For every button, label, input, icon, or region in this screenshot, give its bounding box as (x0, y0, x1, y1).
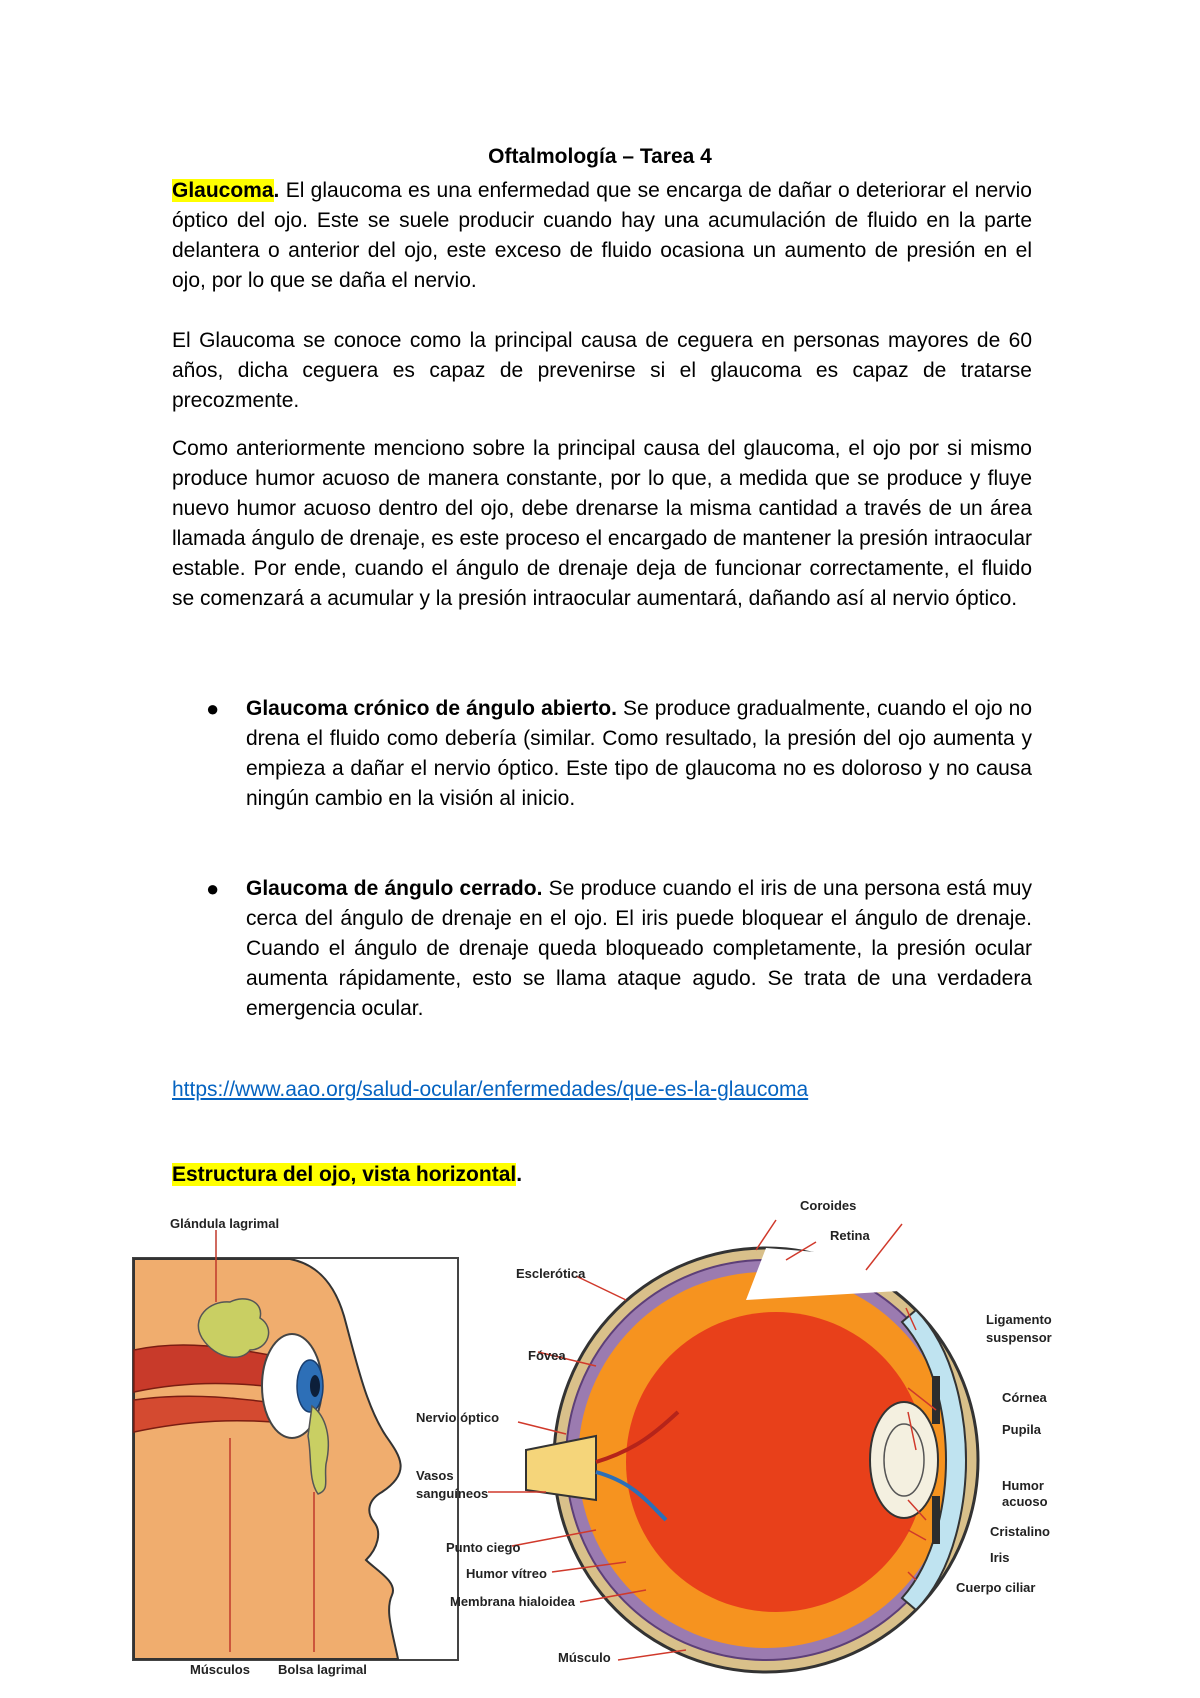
label-ciliary: Cuerpo ciliar (956, 1580, 1036, 1595)
subheading-period: . (516, 1163, 523, 1186)
label-vessels-2: sanguíneos (416, 1486, 489, 1501)
label-pupil: Pupila (1002, 1422, 1042, 1437)
bullet-marker: ● (206, 876, 220, 901)
label-cornea: Córnea (1002, 1390, 1047, 1405)
label-ligament-1: Ligamento (986, 1312, 1052, 1327)
paragraph-drainage: Como anteriormente menciono sobre la principal causa del glaucoma, el ojo por si mismo produce humor acuoso de manera constante, por lo que, a medida que se produce y fluye nuevo humor acuoso dentro del ojo, debe drenarse la misma cantidad a través de un área llamada ángulo de drenaje, es este proceso el encargado de mantener la presión intraocular estable. Por ende, cuando el ángulo de drenaje deja de funcionar correctamente, el fluido se comenzará a acumular y la presión intraocular aumentará, dañando así al nervio óptico. (172, 437, 1032, 610)
label-optic-nerve: Nervio óptico (416, 1410, 500, 1425)
label-lens: Cristalino (990, 1524, 1050, 1539)
label-choroid: Coroides (800, 1198, 857, 1213)
iris-lower-shape (932, 1496, 940, 1544)
source-link[interactable]: https://www.aao.org/salud-ocular/enfermedades/que-es-la-glaucoma (172, 1078, 809, 1101)
label-aqueous-2: acuoso (1002, 1494, 1048, 1509)
label-blind-spot: Punto ciego (446, 1540, 521, 1555)
paragraph-glaucoma-definition (172, 176, 1032, 296)
label-hyaloid: Membrana hialoidea (450, 1594, 575, 1609)
iris-upper-shape (932, 1376, 940, 1424)
paragraph-blindness: El Glaucoma se conoce como la principal causa de ceguera en personas mayores de 60 años, dicha ceguera es capaz de prevenirse si el glaucoma es capaz de tratarse precozmente. (172, 329, 1032, 412)
label-fovea: Fóvea (528, 1348, 566, 1363)
label-muscles: Músculos (190, 1662, 250, 1677)
definition-text: El glaucoma es una enfermedad que se encarga de dañar o deteriorar el nervio óptico del ojo. Este se suele producir cuando hay una acumulación de fluido en la parte delantera o anterior del ojo, este exceso de fluido ocasiona un aumento de presión en el ojo, por lo que se daña el nervio. (172, 179, 1032, 292)
figure-eye-cross-section (416, 1198, 1076, 1680)
label-vitreous: Humor vítreo (466, 1566, 547, 1581)
pupil-shape (310, 1375, 320, 1397)
page-title: Oftalmología – Tarea 4 (488, 145, 712, 168)
term-period: . (273, 179, 280, 202)
label-tear-sac: Bolsa lagrimal (278, 1662, 367, 1677)
list-item-closed-angle (246, 874, 1032, 1024)
bullet-term: Glaucoma crónico de ángulo abierto. (246, 697, 617, 720)
label-aqueous-1: Humor (1002, 1478, 1044, 1493)
label-muscle: Músculo (558, 1650, 611, 1665)
optic-nerve-shape (526, 1436, 596, 1500)
figure-head-profile (130, 1210, 460, 1680)
bullet-text: Se produce cuando el iris de una persona está muy cerca del ángulo de drenaje en el ojo. El iris puede bloquear el ángulo de drenaje. Cuando el ángulo de drenaje queda bloqueado completamente, la presión ocular aumenta rápidamente, esto se llama ataque agudo. Se trata de una verdadera emergencia ocular. (246, 877, 1032, 1020)
label-retina: Retina (830, 1228, 870, 1243)
list-item-open-angle (246, 694, 1032, 814)
bullet-term: Glaucoma de ángulo cerrado. (246, 877, 543, 900)
label-lacrimal-gland: Glándula lagrimal (170, 1216, 280, 1231)
bullet-marker: ● (206, 696, 220, 721)
subheading-highlight: Estructura del ojo, vista horizontal (172, 1163, 517, 1186)
section-heading-eye-structure (172, 1160, 522, 1190)
lens-shape (870, 1402, 938, 1518)
bullet-text: Se produce gradualmente, cuando el ojo no drena el fluido como debería (similar. Como resultado, la presión del ojo aumenta y empieza a dañar el nervio óptico. Este tipo de glaucoma no es doloroso y no causa ningún cambio en la visión al inicio. (246, 697, 1032, 810)
label-iris: Iris (990, 1550, 1010, 1565)
label-vessels-1: Vasos (416, 1468, 454, 1483)
label-ligament-2: suspensor (986, 1330, 1052, 1345)
label-sclera: Esclerótica (516, 1266, 586, 1281)
term-glaucoma: Glaucoma (172, 179, 274, 202)
